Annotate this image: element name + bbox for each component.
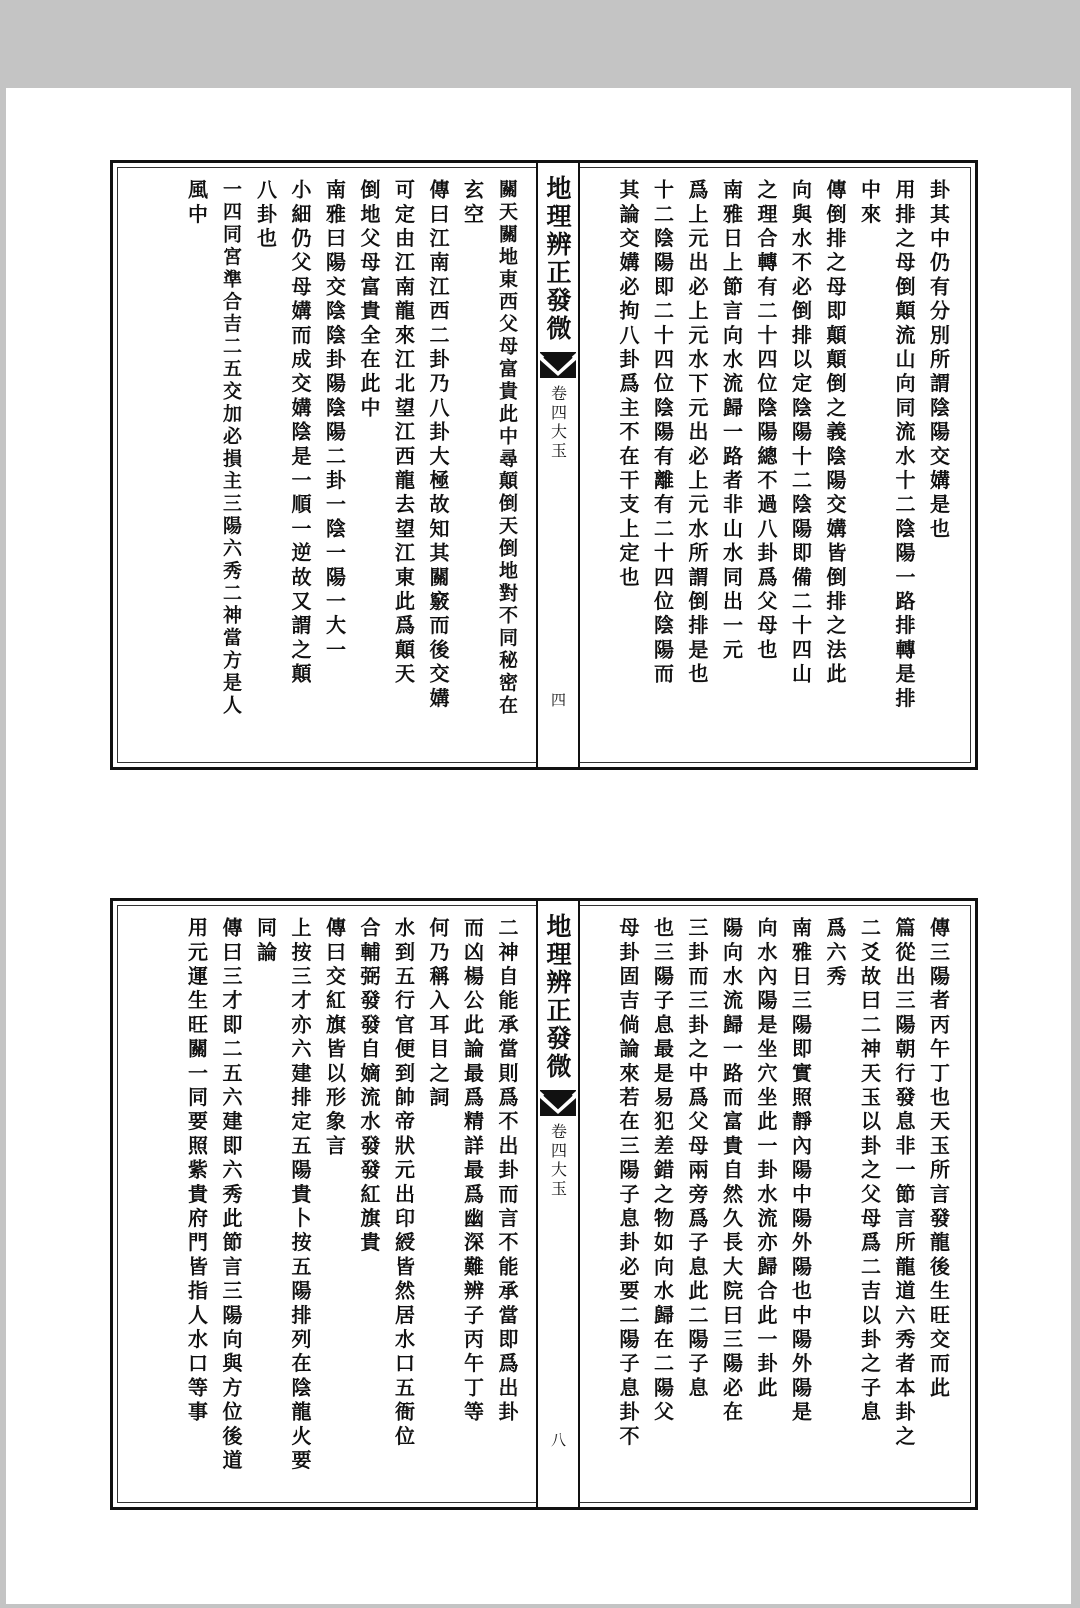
text-column: 傳曰三才即二五六建即六秀此節言三陽向與方位後道 xyxy=(219,917,243,1474)
text-column: 南雅曰陽交陰陰卦陽陰陽二卦一陰一陽一大一 xyxy=(322,179,347,663)
scan-sheet xyxy=(6,88,1071,1604)
text-column: 可定由江南龍來江北望江西龍去望江東此爲顛天 xyxy=(391,179,416,688)
text-column: 關天關地東西父母富貴此中尋顛倒天倒地對不同秘密在 xyxy=(496,179,518,718)
text-column: 爲上元出必上元水下元出必上元水所謂倒排是也 xyxy=(685,179,709,688)
text-column: 南雅日三陽即實照靜內陽中陽外陽也中陽外陽是 xyxy=(788,917,813,1426)
text-column: 十二陰陽即二十四位陰陽有離有二十四位陰陽而 xyxy=(650,179,675,688)
text-column: 也三陽子息最是易犯差錯之物如向水歸在二陽父 xyxy=(650,917,675,1426)
book-title: 地理辨正發微 xyxy=(543,913,572,1081)
text-column: 一四同宮準合吉二五交加必損主三陽六秀二神當方是人 xyxy=(220,179,242,718)
text-column: 傳三陽者丙午丁也天玉所言發龍後生旺交而此 xyxy=(926,917,951,1401)
volume-label: 卷四大玉 xyxy=(548,385,568,461)
page-number: 四 xyxy=(549,692,567,707)
text-column: 八卦也 xyxy=(253,179,278,252)
book-title: 地理辨正發微 xyxy=(543,175,572,343)
text-column: 陽向水流歸一路而富貴自然久長大院曰三陽必在 xyxy=(719,917,744,1426)
text-column: 傳曰江南江西二卦乃八卦大極故知其關竅而後交媾 xyxy=(426,179,450,712)
text-column: 上按三才亦六建排定五陽貴卜按五陽排列在陰龍火要 xyxy=(288,917,312,1474)
page-number: 八 xyxy=(549,1432,567,1447)
text-column: 二神自能承當則爲不出卦而言不能承當即爲出卦 xyxy=(495,917,519,1426)
text-column: 篇從出三陽朝行發息非一節言所龍道六秀者本卦之 xyxy=(892,917,916,1450)
text-column: 三卦而三卦之中爲父母兩旁爲子息此二陽子息 xyxy=(685,917,709,1401)
text-column: 何乃稱入耳目之詞 xyxy=(426,917,450,1111)
text-column: 向水內陽是坐穴坐此一卦水流亦歸合此一卦此 xyxy=(754,917,778,1401)
text-column: 水到五行官便到帥帝狀元出印綬皆然居水口五衙位 xyxy=(391,917,416,1450)
text-column: 用排之母倒顛流山向同流水十二陰陽一路排轉是排 xyxy=(892,179,916,712)
bottom-page xyxy=(110,898,978,1510)
text-column: 傳曰交紅旗皆以形象言 xyxy=(322,917,347,1159)
text-column: 其論交媾必拘八卦爲主不在干支上定也 xyxy=(616,179,640,591)
text-column: 二爻故曰二神天玉以卦之父母爲二吉以卦之子息 xyxy=(857,917,882,1426)
text-column: 中來 xyxy=(857,179,882,228)
text-column: 卦其中仍有分別所謂陰陽交媾是也 xyxy=(926,179,951,542)
text-column: 傳倒排之母即顛顛倒之義陰陽交媾皆倒排之法此 xyxy=(823,179,847,688)
text-column: 倒地父母富貴全在此中 xyxy=(357,179,381,421)
text-column: 向與水不必倒排以定陰陽十二陰陽即備二十四山 xyxy=(788,179,813,688)
text-column: 同論 xyxy=(253,917,278,966)
bottom-page-spine xyxy=(536,901,580,1507)
fish-tail-ornament xyxy=(539,351,577,379)
text-column: 之理合轉有二十四位陰陽總不過八卦爲父母也 xyxy=(754,179,778,663)
text-column: 爲六秀 xyxy=(823,917,847,990)
text-column: 用元運生旺關一同要照紫貴府門皆指人水口等事 xyxy=(184,917,209,1426)
top-page xyxy=(110,160,978,770)
text-column: 母卦固吉倘論來若在三陽子息卦必要二陽子息卦不 xyxy=(616,917,640,1450)
top-page-spine xyxy=(536,163,580,767)
text-column: 而凶楊公此論最爲精詳最爲幽深難辨子丙午丁等 xyxy=(460,917,485,1426)
text-column: 合輔弼發發自嫡流水發發紅旗貴 xyxy=(357,917,381,1256)
text-column: 小細仍父母媾而成交媾陰是一順一逆故又謂之顛 xyxy=(288,179,312,688)
fish-tail-ornament xyxy=(539,1089,577,1117)
text-column: 玄空 xyxy=(460,179,485,228)
text-column: 南雅日上節言向水流歸一路者非山水同出一元 xyxy=(719,179,744,663)
text-column: 風中 xyxy=(184,179,209,228)
volume-label: 卷四大玉 xyxy=(548,1123,568,1199)
